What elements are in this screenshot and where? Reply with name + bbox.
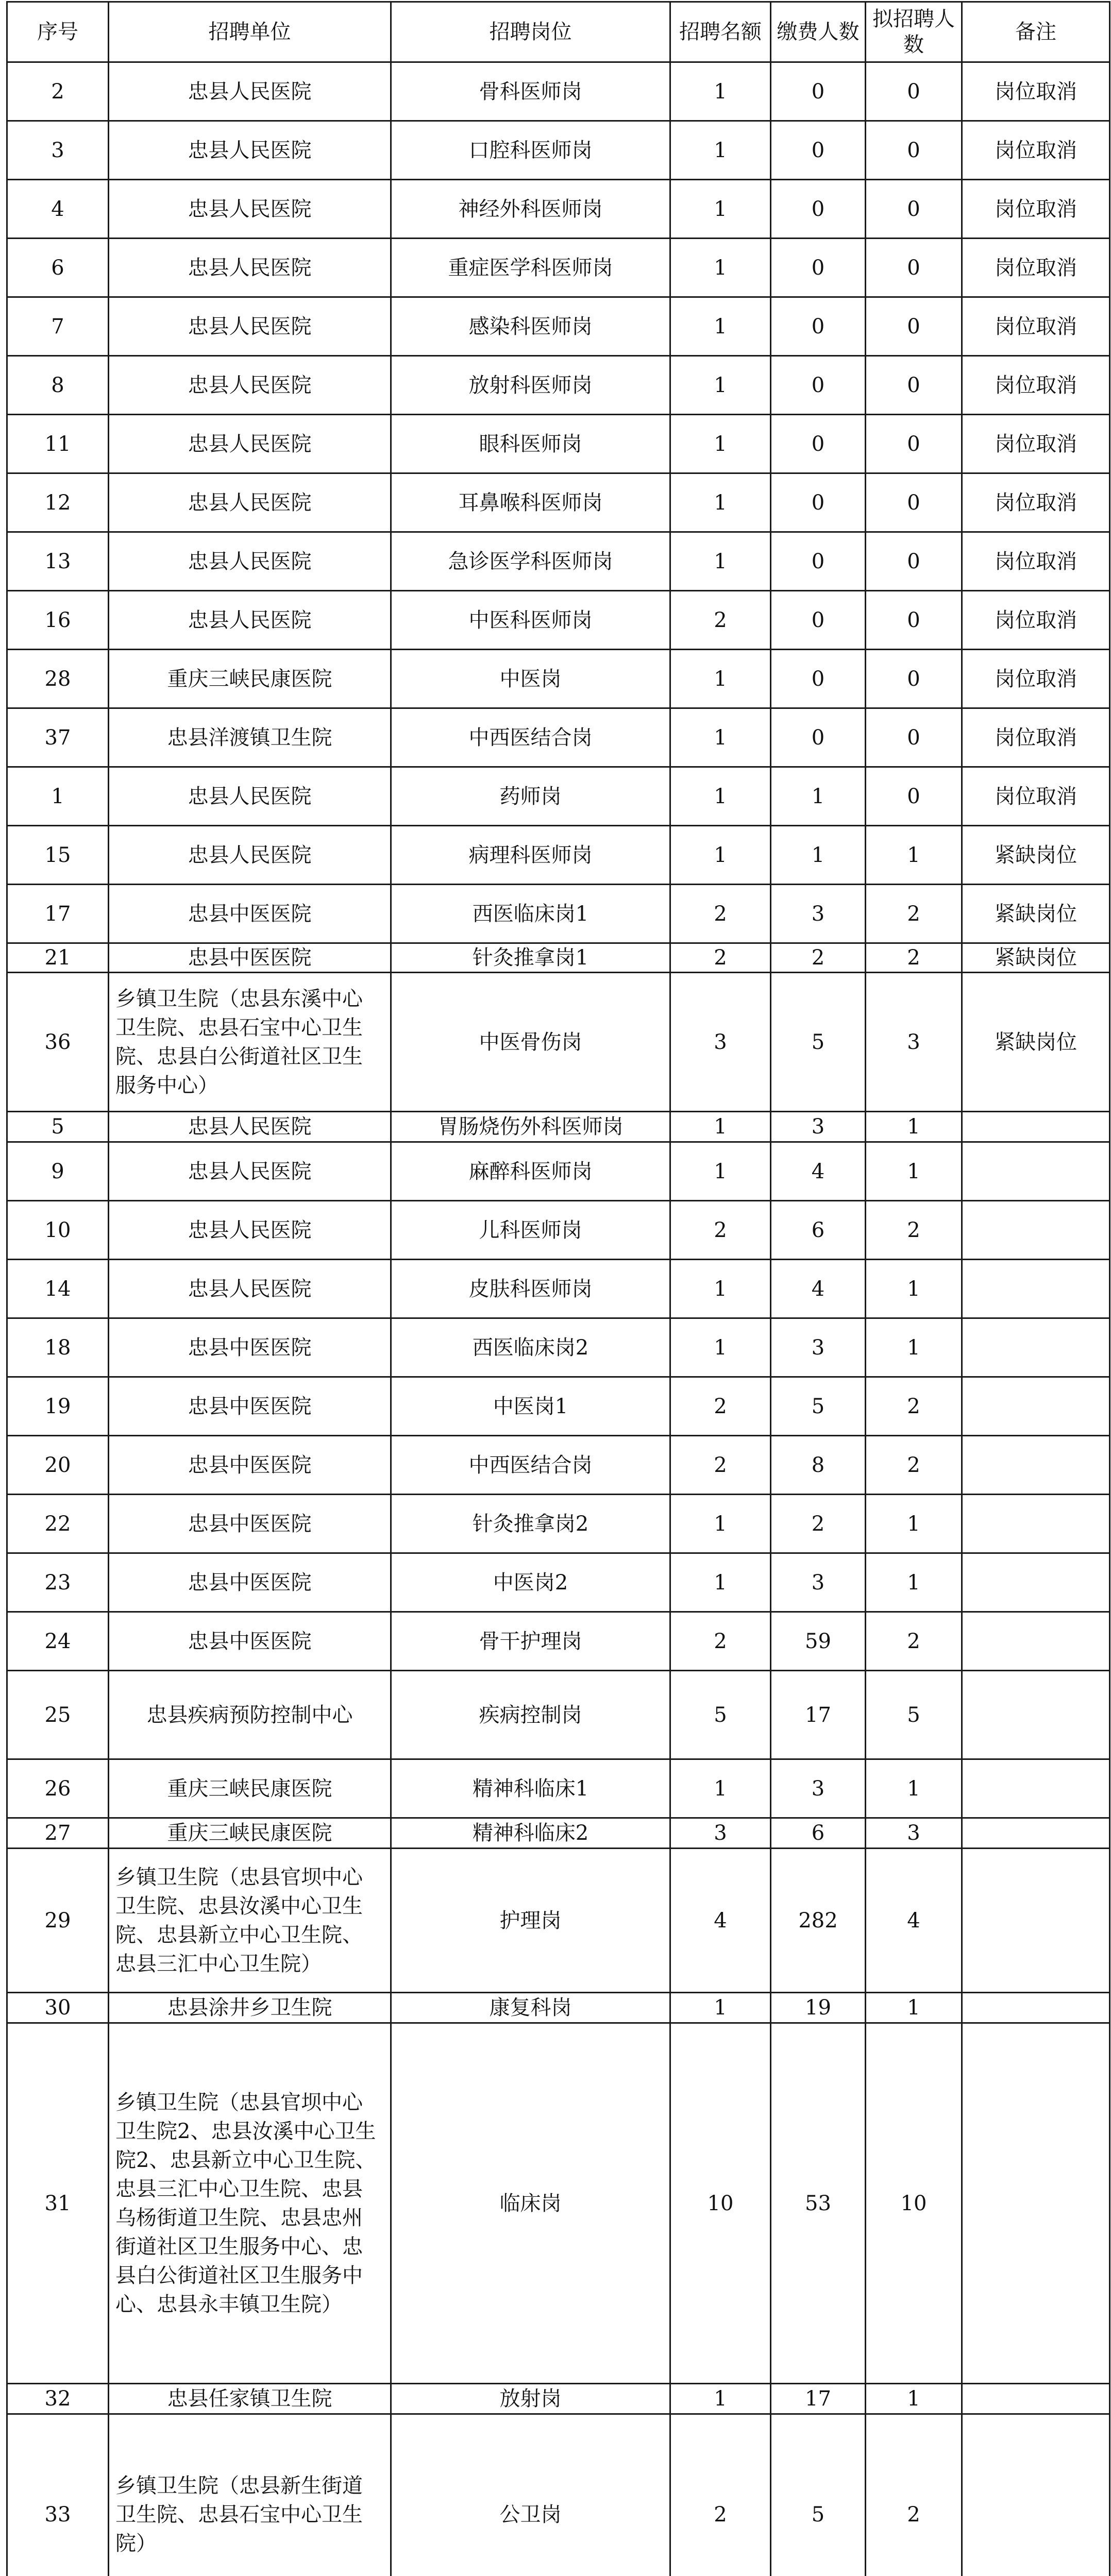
cell-note (962, 1495, 1110, 1553)
cell-paid: 4 (771, 1260, 866, 1318)
table-row (7, 2384, 1110, 2414)
cell-quota: 4 (670, 1849, 771, 1993)
cell-unit: 乡镇卫生院（忠县东溪中心卫生院、忠县石宝中心卫生院、忠县白公街道社区卫生服务中心） (109, 973, 391, 1112)
table-row (7, 826, 1110, 885)
cell-unit: 忠县中医医院 (109, 943, 391, 973)
cell-note (962, 1318, 1110, 1377)
cell-paid: 0 (771, 650, 866, 708)
cell-planned: 1 (866, 1112, 962, 1142)
table-row (7, 1260, 1110, 1318)
cell-unit: 忠县人民医院 (109, 767, 391, 826)
cell-unit: 忠县人民医院 (109, 532, 391, 591)
cell-planned: 0 (866, 591, 962, 650)
cell-planned: 2 (866, 1201, 962, 1260)
cell-note (962, 1849, 1110, 1993)
cell-seq: 14 (7, 1260, 109, 1318)
cell-planned: 0 (866, 121, 962, 180)
header-seq: 序号 (7, 2, 109, 62)
cell-unit: 忠县人民医院 (109, 297, 391, 356)
cell-paid: 1 (771, 826, 866, 885)
cell-post: 口腔科医师岗 (391, 121, 670, 180)
cell-unit: 忠县人民医院 (109, 180, 391, 239)
table-row (7, 1201, 1110, 1260)
cell-unit: 乡镇卫生院（忠县官坝中心卫生院2、忠县汝溪中心卫生院2、忠县新立中心卫生院、忠县三汇中心卫生院、忠县乌杨街道卫生院、忠县忠州街道社区卫生服务中心、忠县白公街道社区卫生服务中心、忠县永丰镇卫生院） (109, 2023, 391, 2384)
cell-seq: 27 (7, 1818, 109, 1849)
cell-post: 公卫岗 (391, 2414, 670, 2576)
cell-note: 岗位取消 (962, 180, 1110, 239)
cell-unit: 乡镇卫生院（忠县新生街道卫生院、忠县石宝中心卫生院） (109, 2414, 391, 2576)
cell-seq: 26 (7, 1759, 109, 1818)
cell-seq: 5 (7, 1112, 109, 1142)
cell-quota: 1 (670, 1759, 771, 1818)
cell-seq: 31 (7, 2023, 109, 2384)
cell-note: 紧缺岗位 (962, 973, 1110, 1112)
cell-quota: 1 (670, 1142, 771, 1201)
cell-planned: 0 (866, 62, 962, 121)
cell-quota: 1 (670, 1260, 771, 1318)
cell-paid: 8 (771, 1436, 866, 1495)
table-row (7, 473, 1110, 532)
cell-post: 中医岗1 (391, 1377, 670, 1436)
cell-planned: 2 (866, 1436, 962, 1495)
cell-planned: 1 (866, 1993, 962, 2023)
cell-unit: 忠县人民医院 (109, 121, 391, 180)
cell-planned: 2 (866, 1377, 962, 1436)
cell-unit: 忠县人民医院 (109, 239, 391, 297)
cell-seq: 37 (7, 708, 109, 767)
cell-post: 针灸推拿岗2 (391, 1495, 670, 1553)
cell-post: 西医临床岗1 (391, 885, 670, 943)
cell-unit: 忠县人民医院 (109, 1142, 391, 1201)
cell-note: 紧缺岗位 (962, 943, 1110, 973)
cell-note: 岗位取消 (962, 297, 1110, 356)
cell-seq: 19 (7, 1377, 109, 1436)
cell-post: 中西医结合岗 (391, 708, 670, 767)
cell-quota: 1 (670, 2384, 771, 2414)
cell-paid: 19 (771, 1993, 866, 2023)
cell-quota: 1 (670, 473, 771, 532)
cell-paid: 2 (771, 1495, 866, 1553)
cell-planned: 2 (866, 943, 962, 973)
cell-paid: 5 (771, 1377, 866, 1436)
cell-paid: 17 (771, 1671, 866, 1759)
cell-quota: 1 (670, 1495, 771, 1553)
cell-post: 神经外科医师岗 (391, 180, 670, 239)
cell-paid: 1 (771, 767, 866, 826)
header-paid: 缴费人数 (771, 2, 866, 62)
cell-note (962, 1759, 1110, 1818)
cell-note (962, 1142, 1110, 1201)
cell-unit: 忠县中医医院 (109, 1553, 391, 1612)
cell-unit: 忠县人民医院 (109, 826, 391, 885)
cell-quota: 1 (670, 415, 771, 473)
cell-post: 西医临床岗2 (391, 1318, 670, 1377)
cell-post: 精神科临床1 (391, 1759, 670, 1818)
cell-unit: 忠县人民医院 (109, 415, 391, 473)
cell-paid: 2 (771, 943, 866, 973)
cell-seq: 30 (7, 1993, 109, 2023)
cell-planned: 0 (866, 708, 962, 767)
cell-planned: 3 (866, 1818, 962, 1849)
cell-post: 病理科医师岗 (391, 826, 670, 885)
table-row (7, 356, 1110, 415)
cell-planned: 0 (866, 532, 962, 591)
cell-note: 岗位取消 (962, 650, 1110, 708)
cell-unit: 忠县中医医院 (109, 1318, 391, 1377)
table-row (7, 1112, 1110, 1142)
cell-paid: 5 (771, 2414, 866, 2576)
cell-seq: 15 (7, 826, 109, 885)
cell-quota: 2 (670, 1201, 771, 1260)
cell-paid: 5 (771, 973, 866, 1112)
table-row (7, 1553, 1110, 1612)
table-row (7, 1671, 1110, 1759)
cell-post: 临床岗 (391, 2023, 670, 2384)
table-row (7, 1142, 1110, 1201)
cell-unit: 忠县疾病预防控制中心 (109, 1671, 391, 1759)
cell-unit: 忠县涂井乡卫生院 (109, 1993, 391, 2023)
cell-quota: 2 (670, 591, 771, 650)
table-body (7, 62, 1110, 2576)
cell-quota: 3 (670, 1818, 771, 1849)
cell-quota: 10 (670, 2023, 771, 2384)
cell-planned: 0 (866, 297, 962, 356)
cell-planned: 2 (866, 1612, 962, 1671)
cell-unit: 重庆三峡民康医院 (109, 650, 391, 708)
cell-note (962, 1260, 1110, 1318)
cell-unit: 忠县人民医院 (109, 62, 391, 121)
table-row (7, 767, 1110, 826)
cell-post: 中医岗 (391, 650, 670, 708)
table-row (7, 591, 1110, 650)
cell-note: 岗位取消 (962, 62, 1110, 121)
table-row (7, 1759, 1110, 1818)
cell-seq: 16 (7, 591, 109, 650)
table-row (7, 1495, 1110, 1553)
cell-post: 中医骨伤岗 (391, 973, 670, 1112)
table-row (7, 1993, 1110, 2023)
cell-seq: 6 (7, 239, 109, 297)
cell-note (962, 1818, 1110, 1849)
cell-seq: 4 (7, 180, 109, 239)
header-unit: 招聘单位 (109, 2, 391, 62)
cell-unit: 忠县人民医院 (109, 1201, 391, 1260)
cell-unit: 忠县人民医院 (109, 1112, 391, 1142)
cell-unit: 忠县人民医院 (109, 356, 391, 415)
cell-note (962, 1201, 1110, 1260)
cell-note (962, 1112, 1110, 1142)
table-row (7, 1612, 1110, 1671)
cell-note: 岗位取消 (962, 767, 1110, 826)
cell-seq: 7 (7, 297, 109, 356)
cell-seq: 28 (7, 650, 109, 708)
cell-post: 康复科岗 (391, 1993, 670, 2023)
cell-planned: 1 (866, 1142, 962, 1201)
cell-unit: 忠县洋渡镇卫生院 (109, 708, 391, 767)
cell-post: 放射岗 (391, 2384, 670, 2414)
cell-paid: 0 (771, 297, 866, 356)
cell-quota: 1 (670, 239, 771, 297)
cell-paid: 6 (771, 1201, 866, 1260)
cell-paid: 59 (771, 1612, 866, 1671)
cell-paid: 0 (771, 239, 866, 297)
cell-quota: 1 (670, 121, 771, 180)
table-row (7, 1818, 1110, 1849)
cell-paid: 3 (771, 1318, 866, 1377)
cell-planned: 1 (866, 2384, 962, 2414)
cell-post: 针灸推拿岗1 (391, 943, 670, 973)
cell-post: 疾病控制岗 (391, 1671, 670, 1759)
cell-paid: 0 (771, 708, 866, 767)
cell-post: 耳鼻喉科医师岗 (391, 473, 670, 532)
cell-seq: 2 (7, 62, 109, 121)
cell-note: 岗位取消 (962, 532, 1110, 591)
cell-unit: 忠县人民医院 (109, 473, 391, 532)
cell-planned: 1 (866, 1553, 962, 1612)
table-row (7, 121, 1110, 180)
cell-post: 骨干护理岗 (391, 1612, 670, 1671)
cell-seq: 18 (7, 1318, 109, 1377)
cell-seq: 11 (7, 415, 109, 473)
table-row (7, 2414, 1110, 2576)
cell-quota: 2 (670, 1377, 771, 1436)
cell-post: 中西医结合岗 (391, 1436, 670, 1495)
cell-post: 护理岗 (391, 1849, 670, 1993)
cell-post: 急诊医学科医师岗 (391, 532, 670, 591)
cell-seq: 32 (7, 2384, 109, 2414)
cell-post: 中医岗2 (391, 1553, 670, 1612)
cell-quota: 5 (670, 1671, 771, 1759)
cell-paid: 3 (771, 1759, 866, 1818)
cell-quota: 2 (670, 885, 771, 943)
cell-note: 岗位取消 (962, 121, 1110, 180)
cell-note: 岗位取消 (962, 473, 1110, 532)
cell-seq: 29 (7, 1849, 109, 1993)
cell-seq: 9 (7, 1142, 109, 1201)
cell-paid: 0 (771, 532, 866, 591)
cell-quota: 1 (670, 650, 771, 708)
cell-seq: 1 (7, 767, 109, 826)
cell-post: 药师岗 (391, 767, 670, 826)
cell-post: 骨科医师岗 (391, 62, 670, 121)
cell-quota: 2 (670, 1436, 771, 1495)
cell-unit: 忠县人民医院 (109, 1260, 391, 1318)
cell-note: 紧缺岗位 (962, 826, 1110, 885)
table-row (7, 973, 1110, 1112)
cell-paid: 0 (771, 62, 866, 121)
cell-quota: 1 (670, 356, 771, 415)
header-note: 备注 (962, 2, 1110, 62)
cell-planned: 2 (866, 2414, 962, 2576)
cell-quota: 1 (670, 767, 771, 826)
cell-planned: 4 (866, 1849, 962, 1993)
table-row (7, 62, 1110, 121)
cell-paid: 0 (771, 356, 866, 415)
table-row (7, 1318, 1110, 1377)
cell-planned: 10 (866, 2023, 962, 2384)
cell-seq: 8 (7, 356, 109, 415)
cell-post: 精神科临床2 (391, 1818, 670, 1849)
cell-quota: 1 (670, 708, 771, 767)
cell-note: 岗位取消 (962, 591, 1110, 650)
table-row (7, 415, 1110, 473)
cell-quota: 2 (670, 1612, 771, 1671)
table-row (7, 1849, 1110, 1993)
cell-note: 岗位取消 (962, 239, 1110, 297)
cell-unit: 乡镇卫生院（忠县官坝中心卫生院、忠县汝溪中心卫生院、忠县新立中心卫生院、忠县三汇中心卫生院） (109, 1849, 391, 1993)
cell-quota: 2 (670, 943, 771, 973)
cell-seq: 21 (7, 943, 109, 973)
cell-quota: 1 (670, 1993, 771, 2023)
cell-planned: 3 (866, 973, 962, 1112)
cell-post: 重症医学科医师岗 (391, 239, 670, 297)
cell-planned: 2 (866, 885, 962, 943)
cell-seq: 33 (7, 2414, 109, 2576)
cell-post: 眼科医师岗 (391, 415, 670, 473)
table-row (7, 943, 1110, 973)
table-row (7, 1436, 1110, 1495)
header-row (7, 2, 1110, 62)
cell-planned: 1 (866, 1260, 962, 1318)
cell-quota: 1 (670, 180, 771, 239)
cell-seq: 20 (7, 1436, 109, 1495)
cell-planned: 1 (866, 1495, 962, 1553)
cell-seq: 17 (7, 885, 109, 943)
cell-quota: 3 (670, 973, 771, 1112)
cell-paid: 0 (771, 591, 866, 650)
cell-unit: 忠县任家镇卫生院 (109, 2384, 391, 2414)
cell-note: 岗位取消 (962, 356, 1110, 415)
table-row (7, 239, 1110, 297)
cell-unit: 忠县中医医院 (109, 885, 391, 943)
cell-note (962, 2384, 1110, 2414)
recruitment-table (6, 1, 1110, 2576)
cell-planned: 0 (866, 473, 962, 532)
cell-quota: 1 (670, 1318, 771, 1377)
cell-quota: 1 (670, 826, 771, 885)
cell-note (962, 1993, 1110, 2023)
cell-quota: 1 (670, 532, 771, 591)
cell-planned: 1 (866, 1318, 962, 1377)
header-quota: 招聘名额 (670, 2, 771, 62)
table-row (7, 297, 1110, 356)
cell-seq: 3 (7, 121, 109, 180)
cell-seq: 10 (7, 1201, 109, 1260)
cell-planned: 0 (866, 767, 962, 826)
cell-note (962, 1436, 1110, 1495)
cell-unit: 忠县中医医院 (109, 1377, 391, 1436)
cell-quota: 1 (670, 297, 771, 356)
cell-note (962, 1612, 1110, 1671)
table-row (7, 885, 1110, 943)
cell-note (962, 1671, 1110, 1759)
cell-paid: 0 (771, 473, 866, 532)
header-post: 招聘岗位 (391, 2, 670, 62)
cell-post: 感染科医师岗 (391, 297, 670, 356)
cell-post: 中医科医师岗 (391, 591, 670, 650)
cell-post: 皮肤科医师岗 (391, 1260, 670, 1318)
table-row (7, 532, 1110, 591)
cell-seq: 22 (7, 1495, 109, 1553)
cell-paid: 6 (771, 1818, 866, 1849)
cell-paid: 4 (771, 1142, 866, 1201)
cell-unit: 重庆三峡民康医院 (109, 1818, 391, 1849)
cell-seq: 12 (7, 473, 109, 532)
cell-planned: 0 (866, 650, 962, 708)
cell-quota: 2 (670, 2414, 771, 2576)
cell-note (962, 1377, 1110, 1436)
cell-unit: 重庆三峡民康医院 (109, 1759, 391, 1818)
cell-quota: 1 (670, 62, 771, 121)
cell-unit: 忠县中医医院 (109, 1612, 391, 1671)
cell-post: 麻醉科医师岗 (391, 1142, 670, 1201)
cell-quota: 1 (670, 1553, 771, 1612)
cell-unit: 忠县中医医院 (109, 1436, 391, 1495)
cell-paid: 282 (771, 1849, 866, 1993)
cell-planned: 0 (866, 180, 962, 239)
cell-quota: 1 (670, 1112, 771, 1142)
cell-planned: 0 (866, 239, 962, 297)
cell-planned: 1 (866, 826, 962, 885)
table-row (7, 2023, 1110, 2384)
cell-note: 岗位取消 (962, 708, 1110, 767)
cell-note: 岗位取消 (962, 415, 1110, 473)
cell-planned: 0 (866, 356, 962, 415)
cell-paid: 3 (771, 1553, 866, 1612)
cell-seq: 24 (7, 1612, 109, 1671)
table-row (7, 1377, 1110, 1436)
cell-paid: 0 (771, 180, 866, 239)
cell-planned: 5 (866, 1671, 962, 1759)
cell-seq: 25 (7, 1671, 109, 1759)
table-row (7, 650, 1110, 708)
cell-seq: 36 (7, 973, 109, 1112)
cell-paid: 0 (771, 121, 866, 180)
cell-planned: 0 (866, 415, 962, 473)
cell-seq: 23 (7, 1553, 109, 1612)
cell-unit: 忠县中医医院 (109, 1495, 391, 1553)
header-planned: 拟招聘人数 (866, 2, 962, 62)
cell-paid: 0 (771, 415, 866, 473)
table-row (7, 180, 1110, 239)
cell-unit: 忠县人民医院 (109, 591, 391, 650)
cell-post: 放射科医师岗 (391, 356, 670, 415)
cell-note: 紧缺岗位 (962, 885, 1110, 943)
cell-paid: 3 (771, 885, 866, 943)
cell-seq: 13 (7, 532, 109, 591)
cell-post: 胃肠烧伤外科医师岗 (391, 1112, 670, 1142)
cell-paid: 17 (771, 2384, 866, 2414)
cell-note (962, 2023, 1110, 2384)
cell-note (962, 1553, 1110, 1612)
cell-paid: 3 (771, 1112, 866, 1142)
cell-planned: 1 (866, 1759, 962, 1818)
table-row (7, 708, 1110, 767)
cell-paid: 53 (771, 2023, 866, 2384)
cell-note (962, 2414, 1110, 2576)
cell-post: 儿科医师岗 (391, 1201, 670, 1260)
